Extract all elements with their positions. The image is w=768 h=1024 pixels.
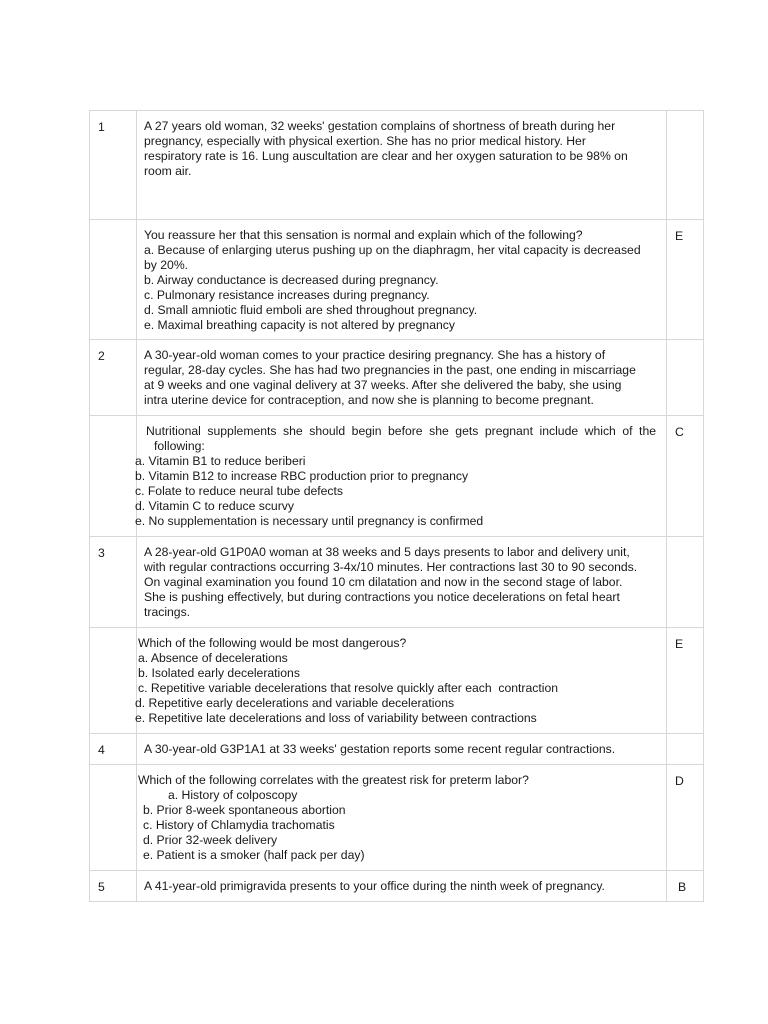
table-row: [90, 416, 704, 537]
text-line: A 30-year-old G3P1A1 at 33 weeks' gestation reports some recent regular contractions.: [144, 742, 616, 756]
option-line: d. Vitamin C to reduce scurvy: [135, 499, 294, 513]
answer-letter: C: [675, 425, 684, 439]
question-number-cell: [90, 734, 137, 765]
answer-cell: [667, 220, 704, 340]
text-line: She is pushing effectively, but during contractions you notice decelerations on fetal heart: [144, 590, 620, 604]
question-number: 5: [98, 880, 105, 894]
question-stem: Which of the following correlates with the greatest risk for preterm labor?: [138, 773, 529, 787]
text-line: regular, 28-day cycles. She has had two pregnancies in the past, one ending in miscarriage: [144, 363, 636, 377]
option-line: d. Prior 32-week delivery: [143, 833, 278, 847]
option-line: c. History of Chlamydia trachomatis: [143, 818, 335, 832]
question-number-cell: [90, 537, 137, 628]
question-text-cell: [137, 628, 667, 734]
answer-cell: [667, 416, 704, 537]
answer-letter: [667, 537, 703, 546]
option-line: by 20%.: [144, 258, 189, 272]
text-line: respiratory rate is 16. Lung auscultation are clear and her oxygen saturation to be 98% on: [144, 149, 628, 163]
question-text-cell: [137, 220, 667, 340]
text-line: with regular contractions occurring 3-4x/10 minutes. Her contractions last 30 to 90 seconds.: [144, 560, 638, 574]
question-number-cell: [90, 871, 137, 902]
text-line: A 41-year-old primigravida presents to your office during the ninth week of pregnancy.: [144, 879, 605, 893]
question-number: [90, 765, 136, 774]
question-text-cell: [137, 340, 667, 416]
option-line: a. Absence of decelerations: [138, 651, 288, 665]
question-number: 3: [98, 546, 105, 560]
option-line: a. History of colposcopy: [168, 788, 298, 802]
option-line: e. No supplementation is necessary until pregnancy is confirmed: [135, 514, 484, 528]
question-number: 1: [98, 120, 105, 134]
option-line: b. Airway conductance is decreased during pregnancy.: [144, 273, 439, 287]
answer-cell: [667, 734, 704, 765]
answer-cell: [667, 340, 704, 416]
option-line: c. Repetitive variable decelerations that resolve quickly after each contraction: [138, 681, 559, 695]
option-line: a. Because of enlarging uterus pushing up on the diaphragm, her vital capacity is decreased: [144, 243, 641, 257]
text-line: A 27 years old woman, 32 weeks' gestation complains of shortness of breath during her: [144, 119, 616, 133]
table-row: [90, 111, 704, 220]
question-stem: You reassure her that this sensation is normal and explain which of the following?: [144, 228, 583, 242]
text-line: at 9 weeks and one vaginal delivery at 37 weeks. After she delivered the baby, she using: [144, 378, 622, 392]
answer-letter: D: [675, 774, 684, 788]
option-line: e. Repetitive late decelerations and loss of variability between contractions: [135, 711, 537, 725]
text-line: pregnancy, especially with physical exertion. She has no prior medical history. Her: [144, 134, 586, 148]
answer-cell: [667, 628, 704, 734]
answer-letter: [667, 111, 703, 120]
question-number-cell: [90, 340, 137, 416]
question-stem-continued: following:: [154, 439, 205, 453]
option-line: b. Isolated early decelerations: [138, 666, 300, 680]
questions-table: [89, 110, 704, 902]
table-row: [90, 765, 704, 871]
question-number: [90, 628, 136, 637]
answer-letter: [667, 734, 703, 743]
table-row: [90, 220, 704, 340]
option-line: b. Prior 8-week spontaneous abortion: [143, 803, 346, 817]
option-line: a. Vitamin B1 to reduce beriberi: [135, 454, 306, 468]
text-line: On vaginal examination you found 10 cm dilatation and now in the second stage of labor.: [144, 575, 623, 589]
text-line: A 28-year-old G1P0A0 woman at 38 weeks and 5 days presents to labor and delivery unit,: [144, 545, 630, 559]
question-number-cell: [90, 220, 137, 340]
option-line: d. Repetitive early decelerations and variable decelerations: [135, 696, 455, 710]
table-row: [90, 871, 704, 902]
text-line: intra uterine device for contraception, and now she is planning to become pregnant.: [144, 393, 594, 407]
table-row: [90, 628, 704, 734]
question-number-cell: [90, 111, 137, 220]
question-text-cell: [137, 765, 667, 871]
answer-letter: [667, 340, 703, 349]
question-text-cell: [137, 734, 667, 765]
answer-cell: [667, 871, 704, 902]
question-stem: Which of the following would be most dangerous?: [138, 636, 407, 650]
answer-letter: B: [678, 880, 687, 894]
question-number: [90, 220, 136, 229]
text-line: room air.: [144, 164, 192, 178]
question-number-cell: [90, 416, 137, 537]
question-text-cell: [137, 537, 667, 628]
text-line: A 30-year-old woman comes to your practice desiring pregnancy. She has a history of: [144, 348, 606, 362]
table-row: [90, 340, 704, 416]
option-line: c. Folate to reduce neural tube defects: [135, 484, 343, 498]
question-number: 4: [98, 743, 105, 757]
answer-cell: [667, 765, 704, 871]
text-line: tracings.: [144, 605, 191, 619]
option-line: d. Small amniotic fluid emboli are shed throughout pregnancy.: [144, 303, 478, 317]
question-text-cell: [137, 111, 667, 220]
answer-letter: E: [675, 229, 684, 243]
question-number: [90, 416, 136, 425]
question-number: 2: [98, 349, 105, 363]
answer-cell: [667, 537, 704, 628]
option-line: c. Pulmonary resistance increases during pregnancy.: [144, 288, 430, 302]
option-line: b. Vitamin B12 to increase RBC production prior to pregnancy: [135, 469, 469, 483]
question-text-cell: [137, 416, 667, 537]
answer-letter: E: [675, 637, 684, 651]
answer-cell: [667, 111, 704, 220]
question-text-cell: [137, 871, 667, 902]
question-stem: Nutritional supplements she should begin before she gets pregnant include which of the: [146, 424, 656, 438]
table-row: [90, 537, 704, 628]
question-number-cell: [90, 765, 137, 871]
table-row: [90, 734, 704, 765]
option-line: e. Maximal breathing capacity is not altered by pregnancy: [144, 318, 455, 332]
question-number-cell: [90, 628, 137, 734]
option-line: e. Patient is a smoker (half pack per day): [143, 848, 365, 862]
